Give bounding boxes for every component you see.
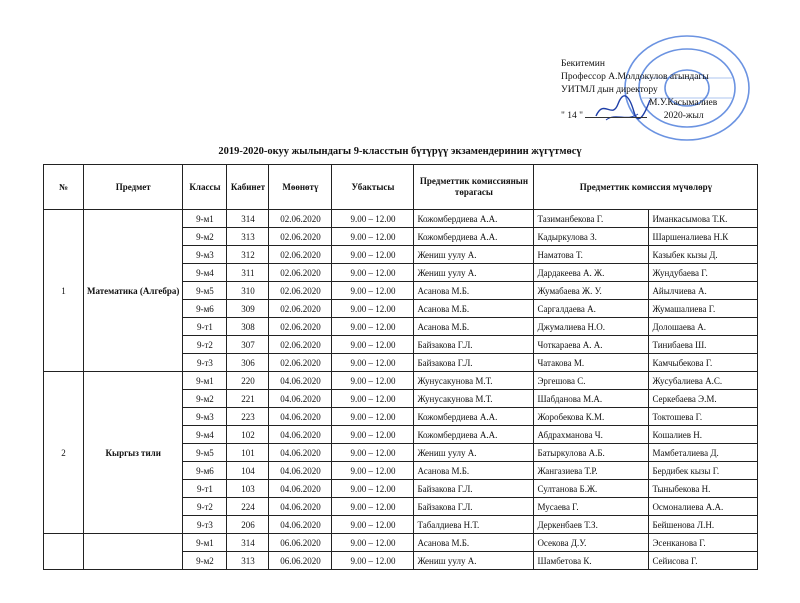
class-cell: 9-т2 (183, 336, 227, 354)
time-cell: 9.00 – 12.00 (332, 300, 414, 318)
approval-year: 2020-жыл (663, 111, 704, 121)
room-cell: 104 (227, 462, 269, 480)
room-cell: 307 (227, 336, 269, 354)
time-cell: 9.00 – 12.00 (332, 552, 414, 570)
class-cell: 9-т3 (183, 516, 227, 534)
member-2-cell: Иманкасымова Т.К. (649, 210, 758, 228)
table-row (44, 534, 758, 552)
member-1-cell: Батыркулова А.Б. (534, 444, 649, 462)
member-2-cell: Шаршеналиева Н.К (649, 228, 758, 246)
class-cell: 9-м5 (183, 444, 227, 462)
member-1-cell: Джумалиева Н.О. (534, 318, 649, 336)
class-cell: 9-м6 (183, 300, 227, 318)
chair-cell: Асанова М.Б. (414, 534, 534, 552)
date-cell: 04.06.2020 (269, 516, 332, 534)
time-cell: 9.00 – 12.00 (332, 228, 414, 246)
approval-line-approve: Бекитемин (561, 59, 605, 69)
chair-cell: Жениш уулу А. (414, 246, 534, 264)
class-cell: 9-т2 (183, 498, 227, 516)
date-cell: 06.06.2020 (269, 534, 332, 552)
room-cell: 224 (227, 498, 269, 516)
time-cell: 9.00 – 12.00 (332, 534, 414, 552)
date-cell: 02.06.2020 (269, 300, 332, 318)
member-1-cell: Мусаева Г. (534, 498, 649, 516)
chair-cell: Жунусакунова М.Т. (414, 372, 534, 390)
member-1-cell: Чоткараева А. А. (534, 336, 649, 354)
date-cell: 02.06.2020 (269, 354, 332, 372)
time-cell: 9.00 – 12.00 (332, 426, 414, 444)
time-cell: 9.00 – 12.00 (332, 498, 414, 516)
chair-cell: Жениш уулу А. (414, 552, 534, 570)
chair-cell: Табалдиева Н.Т. (414, 516, 534, 534)
room-cell: 309 (227, 300, 269, 318)
class-cell: 9-м3 (183, 246, 227, 264)
member-2-cell: Казыбек кызы Д. (649, 246, 758, 264)
header-num: № (44, 165, 84, 210)
class-cell: 9-м4 (183, 426, 227, 444)
approval-date-line (561, 110, 717, 123)
class-cell: 9-м2 (183, 552, 227, 570)
member-2-cell: Сейисова Г. (649, 552, 758, 570)
chair-cell: Асанова М.Б. (414, 318, 534, 336)
header-class: Классы (183, 165, 227, 210)
chair-cell: Кожомбердиева А.А. (414, 228, 534, 246)
member-2-cell: Тинибаева Ш. (649, 336, 758, 354)
time-cell: 9.00 – 12.00 (332, 462, 414, 480)
table-body (44, 210, 758, 570)
approval-line-lyceum: Профессор А.Молдокулов атындагы (561, 72, 709, 82)
header-time: Убактысы (332, 165, 414, 210)
room-cell: 308 (227, 318, 269, 336)
member-1-cell: Жумабаева Ж. У. (534, 282, 649, 300)
time-cell: 9.00 – 12.00 (332, 444, 414, 462)
room-cell: 312 (227, 246, 269, 264)
room-cell: 314 (227, 210, 269, 228)
member-2-cell: Камчыбекова Г. (649, 354, 758, 372)
date-cell: 04.06.2020 (269, 480, 332, 498)
time-cell: 9.00 – 12.00 (332, 390, 414, 408)
approval-block (561, 58, 717, 123)
date-cell: 04.06.2020 (269, 372, 332, 390)
class-cell: 9-м4 (183, 264, 227, 282)
member-2-cell: Осмоналиева А.А. (649, 498, 758, 516)
exam-schedule-table (43, 164, 758, 570)
member-2-cell: Эсенканова Г. (649, 534, 758, 552)
member-2-cell: Жундубаева Г. (649, 264, 758, 282)
room-cell: 313 (227, 228, 269, 246)
member-1-cell: Деркенбаев Т.З. (534, 516, 649, 534)
room-cell: 102 (227, 426, 269, 444)
class-cell: 9-т3 (183, 354, 227, 372)
member-2-cell: Жусубалиева А.С. (649, 372, 758, 390)
member-1-cell: Абдрахманова Ч. (534, 426, 649, 444)
row-group-number: 1 (44, 210, 84, 372)
member-1-cell: Султанова Б.Ж. (534, 480, 649, 498)
time-cell: 9.00 – 12.00 (332, 372, 414, 390)
date-cell: 02.06.2020 (269, 264, 332, 282)
chair-cell: Байзакова Г.Л. (414, 336, 534, 354)
member-1-cell: Жоробекова К.М. (534, 408, 649, 426)
chair-cell: Байзакова Г.Л. (414, 354, 534, 372)
row-group-number: 2 (44, 372, 84, 534)
room-cell: 206 (227, 516, 269, 534)
member-1-cell: Жангазиева Т.Р. (534, 462, 649, 480)
member-2-cell: Серкебаева Э.М. (649, 390, 758, 408)
date-cell: 02.06.2020 (269, 228, 332, 246)
time-cell: 9.00 – 12.00 (332, 264, 414, 282)
row-group-number (44, 534, 84, 570)
class-cell: 9-м1 (183, 534, 227, 552)
header-room: Кабинет (227, 165, 269, 210)
room-cell: 306 (227, 354, 269, 372)
room-cell: 103 (227, 480, 269, 498)
member-1-cell: Наматова Т. (534, 246, 649, 264)
room-cell: 221 (227, 390, 269, 408)
member-2-cell: Токтошева Г. (649, 408, 758, 426)
table-header-row (44, 165, 758, 210)
row-group-subject: Математика (Алгебра) (84, 210, 183, 372)
time-cell: 9.00 – 12.00 (332, 480, 414, 498)
time-cell: 9.00 – 12.00 (332, 516, 414, 534)
document-title: 2019-2020-окуу жылындагы 9-класстын бүтүрүү экзамендеринин жүгүтмөсү (218, 146, 582, 157)
date-cell: 04.06.2020 (269, 444, 332, 462)
table-row (44, 372, 758, 390)
date-cell: 04.06.2020 (269, 408, 332, 426)
member-2-cell: Бердибек кызы Г. (649, 462, 758, 480)
chair-cell: Байзакова Г.Л. (414, 498, 534, 516)
header-members: Предметтик комиссия мүчөлөрү (534, 165, 758, 210)
approval-director-name: М.У.Касымалиев (649, 98, 718, 108)
member-1-cell: Эргешова С. (534, 372, 649, 390)
member-1-cell: Осекова Д.У. (534, 534, 649, 552)
member-2-cell: Жумашалиева Г. (649, 300, 758, 318)
class-cell: 9-м1 (183, 210, 227, 228)
approval-line-director: УИТМЛ дын директору (561, 85, 658, 95)
approval-day: " 14 " (561, 111, 584, 121)
time-cell: 9.00 – 12.00 (332, 336, 414, 354)
member-2-cell: Тыныбекова Н. (649, 480, 758, 498)
date-cell: 02.06.2020 (269, 246, 332, 264)
time-cell: 9.00 – 12.00 (332, 210, 414, 228)
chair-cell: Жениш уулу А. (414, 444, 534, 462)
chair-cell: Кожомбердиева А.А. (414, 210, 534, 228)
header-subject: Предмет (84, 165, 183, 210)
room-cell: 311 (227, 264, 269, 282)
member-1-cell: Чатакова М. (534, 354, 649, 372)
header-date: Мөөнөтү (269, 165, 332, 210)
member-1-cell: Тазиманбекова Г. (534, 210, 649, 228)
member-1-cell: Кадыркулова З. (534, 228, 649, 246)
time-cell: 9.00 – 12.00 (332, 282, 414, 300)
room-cell: 220 (227, 372, 269, 390)
date-cell: 06.06.2020 (269, 552, 332, 570)
class-cell: 9-м2 (183, 390, 227, 408)
time-cell: 9.00 – 12.00 (332, 246, 414, 264)
chair-cell: Жениш уулу А. (414, 264, 534, 282)
class-cell: 9-м6 (183, 462, 227, 480)
member-1-cell: Дардакеева А. Ж. (534, 264, 649, 282)
table-row (44, 210, 758, 228)
chair-cell: Жунусакунова М.Т. (414, 390, 534, 408)
date-cell: 04.06.2020 (269, 390, 332, 408)
class-cell: 9-м3 (183, 408, 227, 426)
member-2-cell: Айылчиева А. (649, 282, 758, 300)
date-cell: 04.06.2020 (269, 426, 332, 444)
room-cell: 310 (227, 282, 269, 300)
room-cell: 223 (227, 408, 269, 426)
member-1-cell: Шамбетова К. (534, 552, 649, 570)
row-group-subject: Кыргыз тили (84, 372, 183, 534)
date-cell: 02.06.2020 (269, 336, 332, 354)
header-chair: Предметтик комиссиянын төрагасы (414, 165, 534, 210)
room-cell: 101 (227, 444, 269, 462)
chair-cell: Асанова М.Б. (414, 300, 534, 318)
date-cell: 02.06.2020 (269, 318, 332, 336)
date-cell: 04.06.2020 (269, 498, 332, 516)
member-1-cell: Шабданова М.А. (534, 390, 649, 408)
chair-cell: Кожомбердиева А.А. (414, 426, 534, 444)
member-1-cell: Саргалдаева А. (534, 300, 649, 318)
class-cell: 9-м2 (183, 228, 227, 246)
chair-cell: Кожомбердиева А.А. (414, 408, 534, 426)
member-2-cell: Долошаева А. (649, 318, 758, 336)
chair-cell: Асанова М.Б. (414, 282, 534, 300)
class-cell: 9-м1 (183, 372, 227, 390)
room-cell: 314 (227, 534, 269, 552)
row-group-subject (84, 534, 183, 570)
chair-cell: Байзакова Г.Л. (414, 480, 534, 498)
member-2-cell: Мамбеталиева Д. (649, 444, 758, 462)
class-cell: 9-т1 (183, 480, 227, 498)
class-cell: 9-т1 (183, 318, 227, 336)
member-2-cell: Бейшенова Л.Н. (649, 516, 758, 534)
chair-cell: Асанова М.Б. (414, 462, 534, 480)
time-cell: 9.00 – 12.00 (332, 354, 414, 372)
member-2-cell: Кошалиев Н. (649, 426, 758, 444)
date-cell: 04.06.2020 (269, 462, 332, 480)
time-cell: 9.00 – 12.00 (332, 318, 414, 336)
room-cell: 313 (227, 552, 269, 570)
time-cell: 9.00 – 12.00 (332, 408, 414, 426)
date-cell: 02.06.2020 (269, 282, 332, 300)
class-cell: 9-м5 (183, 282, 227, 300)
date-cell: 02.06.2020 (269, 210, 332, 228)
